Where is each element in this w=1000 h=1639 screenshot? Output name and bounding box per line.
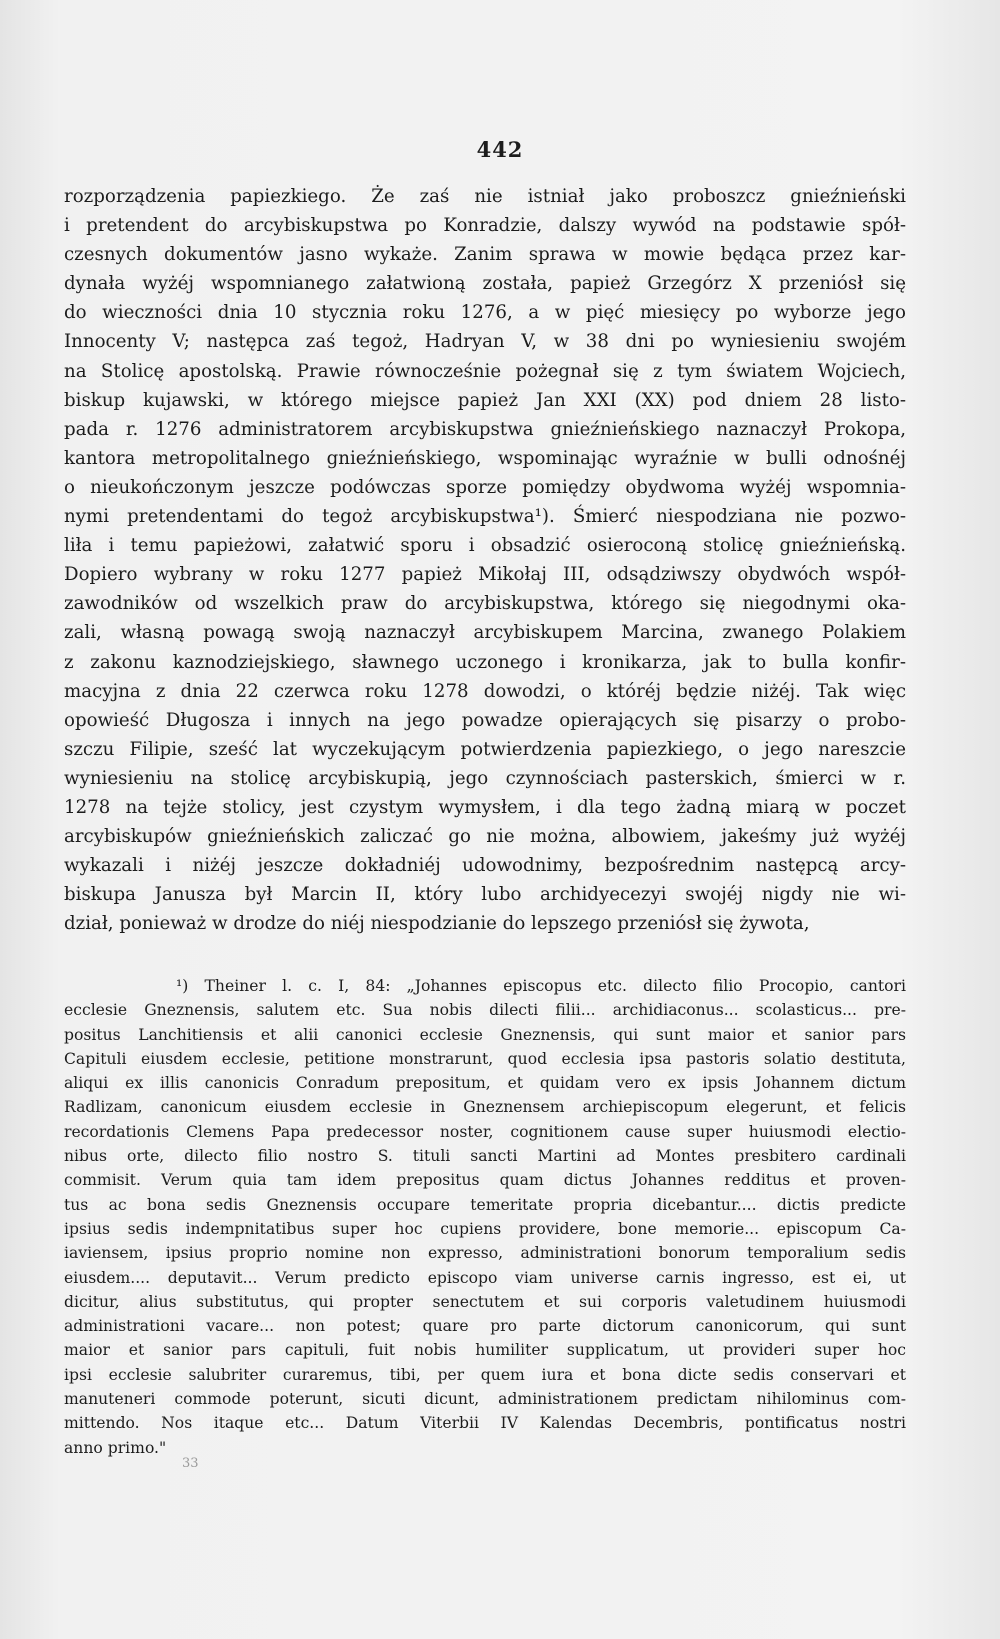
text-line: rozporządzenia papiezkiego. Że zaś nie istniał jako proboszcz gnieźnieński [64, 186, 906, 207]
footnote-line: ¹) Theiner l. c. I, 84: „Johannes episcopus etc. dilecto filio Procopio, cantori [176, 977, 906, 995]
page-number: 442 [476, 137, 524, 162]
footnote-line: ecclesie Gneznensis, salutem etc. Sua nobis dilecti filii... archidiaconus... scolasticus... pre- [64, 1001, 906, 1020]
footnote-line: commisit. Verum quia tam idem prepositus quam dictus Johannes redditus et proven- [64, 1171, 906, 1190]
main-text [64, 182, 906, 938]
text-line: opowieść Długosza i innych na jego powadze opierających się pisarzy o probo- [64, 709, 906, 731]
text-line: i pretendent do arcybiskupstwa po Konradzie, dalszy wywód na podstawie spół- [64, 215, 906, 237]
text-line: czesnych dokumentów jasno wykaże. Zanim sprawa w mowie będąca przez kar- [64, 244, 906, 266]
text-line: wyniesieniu na stolicę arcybiskupią, jego czynnościach pasterskich, śmierci w r. [64, 767, 906, 789]
text-line: liła i temu papieżowi, załatwić sporu i obsadzić osieroconą stolicę gnieźnieńską. [64, 535, 906, 557]
text-line: do wieczności dnia 10 stycznia roku 1276, a w pięć miesięcy po wyborze jego [64, 302, 906, 324]
text-line: biskup kujawski, w którego miejsce papież Jan XXI (XX) pod dniem 28 listo- [64, 389, 906, 411]
text-line: biskupa Janusza był Marcin II, który lubo archidyecezyi swojéj nigdy nie wi- [64, 884, 906, 906]
text-line: Innocenty V; następca zaś tegoż, Hadryan V, w 38 dni po wyniesieniu swojém [64, 331, 906, 353]
text-line: nymi pretendentami do tegoż arcybiskupstwa¹). Śmierć niespodziana nie pozwo- [64, 506, 906, 528]
footnote-line: positus Lanchitiensis et alii canonici ecclesie Gneznensis, qui sunt maior et sanior pars [64, 1025, 906, 1044]
footnotes [64, 974, 906, 1460]
footnote-line: ipsi ecclesie salubriter curaremus, tibi, per quem iura et bona dicte sedis conservari et [64, 1365, 906, 1384]
text-line: Dopiero wybrany w roku 1277 papież Mikołaj III, odsądziwszy obydwóch współ- [64, 564, 906, 586]
footnote-line: manuteneri commode poterunt, sicuti dicunt, administrationem predictam nihilominus com- [64, 1390, 906, 1409]
footnote-line: recordationis Clemens Papa predecessor noster, cognitionem cause super huiusmodi electio- [64, 1122, 906, 1141]
text-line: szczu Filipie, sześć lat wyczekującym potwierdzenia papiezkiego, o jego nareszcie [64, 738, 906, 760]
page-stamp: 33 [182, 1456, 199, 1471]
footnote-line: administrationi vacare... non potest; quare pro parte dictorum canonicorum, qui sunt [64, 1317, 906, 1336]
footnote-line: tus ac bona sedis Gneznensis occupare temeritate propria dicebantur.... dictis predicte [64, 1195, 906, 1214]
footnote-line: mittendo. Nos itaque etc... Datum Viterbii IV Kalendas Decembris, pontificatus nostri [64, 1414, 906, 1433]
footnote-line: eiusdem.... deputavit... Verum predicto episcopo viam universe carnis ingresso, est ei, ut [64, 1268, 906, 1287]
text-line: zali, własną powagą swoją naznaczył arcybiskupem Marcina, zwanego Polakiem [64, 622, 906, 644]
text-line: macyjna z dnia 22 czerwca roku 1278 dowodzi, o któréj będzie niżéj. Tak więc [64, 680, 906, 702]
text-line: dział, ponieważ w drodze do niéj niespodzianie do lepszego przeniósł się żywota, [64, 913, 810, 935]
footnote-line: aliqui ex illis canonicis Conradum prepositum, et quidam vero ex ipsis Johannem dictum [64, 1074, 906, 1093]
text-line: o nieukończonym jeszcze podówczas sporze pomiędzy obydwoma wyżéj wspomnia- [64, 476, 906, 498]
footnote-line: anno primo." [64, 1438, 167, 1457]
text-line: na Stolicę apostolską. Prawie równocześnie pożegnał się z tym światem Wojciech, [64, 360, 906, 382]
footnote-line: Radlizam, canonicum eiusdem ecclesie in Gneznensem archiepiscopum elegerunt, et felicis [64, 1098, 906, 1117]
text-line: 1278 na tejże stolicy, jest czystym wymysłem, i dla tego żadną miarą w poczet [64, 796, 906, 818]
text-line: wykazali i niżéj jeszcze dokładniéj udowodnimy, bezpośrednim następcą arcy- [64, 855, 906, 877]
text-line: kantora metropolitalnego gnieźnieńskiego, wspominając wyraźnie w bulli odnośnéj [64, 447, 906, 469]
text-line: pada r. 1276 administratorem arcybiskupstwa gnieźnieńskiego naznaczył Prokopa, [64, 418, 906, 440]
footnote-line: Capituli eiusdem ecclesie, petitione monstrarunt, quod ecclesia ipsa pastoris solatio destituta, [64, 1049, 906, 1068]
footnote-line: ipsius sedis indempnitatibus super hoc cupiens providere, bone memorie... episcopum Ca- [64, 1219, 906, 1238]
text-line: zawodników od wszelkich praw do arcybiskupstwa, którego się niegodnymi oka- [64, 593, 906, 615]
footnote-line: maior et sanior pars capituli, fuit nobis humiliter supplicatum, ut provideri super hoc [64, 1341, 906, 1360]
text-line: arcybiskupów gnieźnieńskich zaliczać go nie można, albowiem, jakeśmy już wyżéj [64, 826, 906, 848]
footnote-line: dicitur, alius substitutus, qui propter senectutem et sui corporis valetudinem huiusmodi [64, 1292, 906, 1311]
text-line: dynała wyżéj wspomnianego załatwioną została, papież Grzegórz X przeniósł się [64, 273, 906, 295]
text-line: z zakonu kaznodziejskiego, sławnego uczonego i kronikarza, jak to bulla konfir- [64, 651, 906, 673]
footnote-line: nibus orte, dilecto filio nostro S. tituli sancti Martini ad Montes presbitero cardinali [64, 1147, 906, 1166]
footnote-line: iaviensem, ipsius proprio nomine non expresso, administrationi bonorum temporalium sedis [64, 1244, 906, 1263]
